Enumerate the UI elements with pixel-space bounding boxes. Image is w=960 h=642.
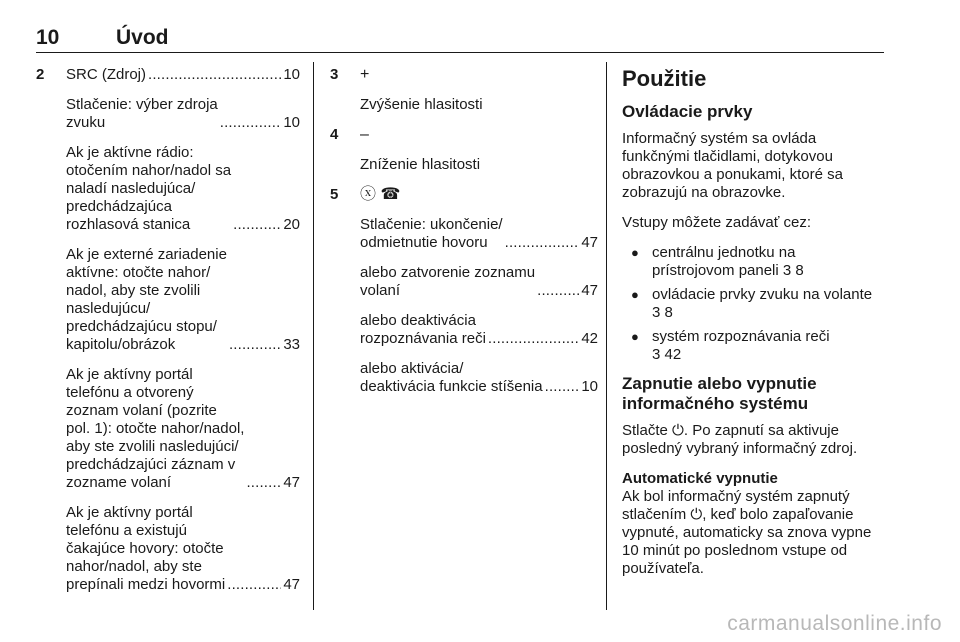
- paragraph: Informačný systém sa ovláda funkčnými tlačidlami, dotykovou obrazovkou a ponukami, ktoré sa zobrazujú na obrazovke.: [622, 130, 843, 201]
- column-divider-1: [313, 62, 314, 610]
- leader-dots: [233, 216, 281, 234]
- column-right: [622, 66, 886, 590]
- entry-page[interactable]: 47: [283, 474, 300, 491]
- column-middle: [330, 66, 598, 408]
- item-number: 5: [330, 186, 339, 203]
- minus-symbol: –: [360, 126, 369, 143]
- item-number: 4: [330, 126, 339, 143]
- entry-text: alebo deaktivácia rozpoznávania reči: [360, 312, 486, 347]
- page-header: [36, 26, 884, 53]
- item-4: [330, 126, 598, 174]
- item-2: [36, 66, 300, 594]
- minor-heading: Automatické vypnutie: [622, 470, 778, 487]
- entry-text: Ak je aktívne rádio: otočením nahor/nadol sa naladí nasledujúca/ predchádzajúca rozhlasová stanica: [66, 144, 232, 233]
- leader-dots: [227, 576, 281, 594]
- column-left: [36, 66, 300, 606]
- list-item: ● systém rozpoznávania reči 3 42: [622, 328, 886, 364]
- toc-entry: [360, 264, 598, 300]
- page-reference[interactable]: 3 8: [782, 262, 804, 279]
- entry-text: Stlačenie: výber zdroja zvuku: [66, 96, 218, 131]
- page-title: Úvod: [116, 26, 169, 49]
- item-3: [330, 66, 598, 114]
- entry-text: alebo aktivácia/ deaktivácia funkcie stíšenia: [360, 360, 543, 395]
- end-call-icon: ⓧ ☎: [360, 186, 401, 203]
- toc-entry: [66, 66, 300, 84]
- entry-page[interactable]: 47: [283, 576, 300, 593]
- page-number: 10: [36, 26, 60, 49]
- paragraph: Ak bol informačný systém zapnutý stlačením ⏻, keď bolo zapaľovanie vypnuté, automaticky sa znova vypne 10 minút po poslednom vstupe od používateľa.: [622, 488, 872, 577]
- toc-entry: [360, 216, 598, 252]
- input-methods-list: [622, 244, 886, 364]
- watermark: carmanualsonline.info: [727, 612, 942, 635]
- column-divider-2: [606, 62, 607, 610]
- entry-text: Stlačenie: ukončenie/ odmietnutie hovoru: [360, 216, 503, 251]
- entry-text: SRC (Zdroj): [66, 66, 147, 83]
- item-5: [330, 186, 598, 396]
- entry-page[interactable]: 47: [581, 234, 598, 251]
- toc-entry: [66, 96, 300, 132]
- item-2-entries: [66, 66, 300, 594]
- leader-dots: [488, 330, 579, 348]
- paragraph: Stlačte ⏻. Po zapnutí sa aktivuje posledný vybraný informačný zdroj.: [622, 422, 858, 457]
- item-description: Zníženie hlasitosti: [360, 156, 481, 173]
- toc-entry: [66, 366, 300, 492]
- leader-dots: [229, 336, 281, 354]
- entry-page[interactable]: 10: [283, 66, 300, 83]
- toc-entry: [66, 504, 300, 594]
- leader-dots: [505, 234, 580, 252]
- entry-page[interactable]: 47: [581, 282, 598, 299]
- entry-page[interactable]: 42: [581, 330, 598, 347]
- page-reference[interactable]: 3 42: [652, 346, 682, 363]
- leader-dots: [148, 66, 281, 84]
- toc-entry: [66, 246, 300, 354]
- list-item: ● centrálnu jednotku na prístrojovom paneli 3 8: [622, 244, 886, 280]
- item-description: Zvýšenie hlasitosti: [360, 96, 483, 113]
- entry-text: Ak je aktívny portál telefónu a otvorený zoznam volaní (pozrite pol. 1): otočte nahor/nadol, aby ste zvolili nasledujúci/ predchádzajúci záznam v zozname volaní: [66, 366, 245, 491]
- subsection-title: Ovládacie prvky: [622, 102, 753, 121]
- section-title: Použitie: [622, 66, 707, 91]
- item-number: 3: [330, 66, 339, 83]
- entry-text: alebo zatvorenie zoznamu volaní: [360, 264, 536, 299]
- item-number: 2: [36, 66, 45, 83]
- entry-page[interactable]: 20: [283, 216, 300, 233]
- plus-symbol: +: [360, 66, 370, 83]
- subsection-title: Zapnutie alebo vypnutie informačného systému: [622, 374, 817, 413]
- leader-dots: [545, 378, 580, 396]
- entry-text: Ak je aktívny portál telefónu a existujú čakajúce hovory: otočte nahor/nadol, aby ste prepínali medzi hovormi: [66, 504, 226, 593]
- paragraph: Vstupy môžete zadávať cez:: [622, 214, 812, 231]
- toc-entry: [360, 360, 598, 396]
- entry-page[interactable]: 10: [283, 114, 300, 131]
- page-reference[interactable]: 3 8: [652, 304, 673, 321]
- entry-page[interactable]: 10: [581, 378, 598, 395]
- entry-text: Ak je externé zariadenie aktívne: otočte nahor/ nadol, aby ste zvolili nasledujúcu/ predchádzajúcu stopu/ kapitolu/obrázok: [66, 246, 227, 353]
- leader-dots: [220, 114, 282, 132]
- list-item: ● ovládacie prvky zvuku na volante 3 8: [622, 286, 886, 322]
- leader-dots: [246, 474, 281, 492]
- leader-dots: [537, 282, 579, 300]
- toc-entry: [360, 312, 598, 348]
- toc-entry: [66, 144, 300, 234]
- entry-page[interactable]: 33: [283, 336, 300, 353]
